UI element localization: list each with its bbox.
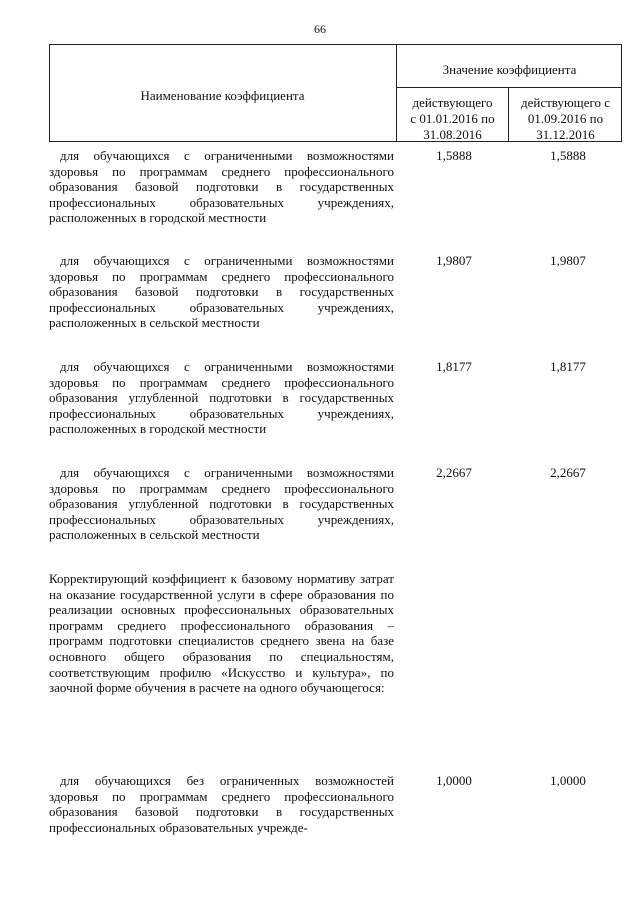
header-period-2-line: 01.09.2016 по	[527, 111, 604, 126]
row-2-text: для обучающихся с ограниченными возможностями здоровья по программам среднего профессионального образования базовой подготовки в государственных профессиональных образовательных учреждениях, расположенных в сельской местности	[49, 253, 394, 331]
row-3-text: для обучающихся с ограниченными возможностями здоровья по программам среднего профессионального образования углубленной подготовки в государственных профессиональных образовательных учреждениях, расположенных в городской местности	[49, 359, 394, 437]
header-period-2-line: действующего с	[520, 95, 610, 110]
header-period-2	[509, 95, 622, 143]
header-period-1	[397, 95, 508, 143]
row-1-value-period-1: 1,5888	[436, 148, 472, 163]
header-period-1-line: действующего	[412, 95, 493, 110]
page-number: 66	[314, 22, 326, 36]
row-2-value-period-1: 1,9807	[436, 253, 472, 268]
row-3-value-period-2: 1,8177	[550, 359, 586, 374]
row-5-value-period-1: 1,0000	[436, 773, 472, 788]
row-5-value-period-2: 1,0000	[550, 773, 586, 788]
header-mid-border	[396, 87, 622, 88]
row-2-value-period-2: 1,9807	[550, 253, 586, 268]
header-coefficient-value: Значение коэффициента	[442, 62, 577, 77]
row-1-value-period-2: 1,5888	[550, 148, 586, 163]
row-3-value-period-1: 1,8177	[436, 359, 472, 374]
row-4-value-period-1: 2,2667	[436, 465, 472, 480]
header-coefficient-name: Наименование коэффициента	[140, 88, 305, 103]
row-4-value-period-2: 2,2667	[550, 465, 586, 480]
row-4-text: для обучающихся с ограниченными возможностями здоровья по программам среднего профессионального образования углубленной подготовки в государственных профессиональных образовательных учреждениях, расположенных в сельской местности	[49, 465, 394, 543]
row-1-text: для обучающихся с ограниченными возможностями здоровья по программам среднего профессионального образования базовой подготовки в государственных профессиональных образовательных учреждениях, расположенных в городской местности	[49, 148, 394, 226]
header-period-1-line: 31.08.2016	[423, 127, 482, 142]
row-5-text: для обучающихся без ограниченных возможностей здоровья по программам среднего профессионального образования базовой подготовки в государственных профессиональных образовательных учрежде-	[49, 773, 394, 835]
header-period-1-line: с 01.01.2016 по	[410, 111, 495, 126]
section-heading: Корректирующий коэффициент к базовому нормативу затрат на оказание государственной услуги в сфере образования по реализации основных профессиональных образовательных программ среднего профессионального образования – программ подготовки специалистов среднего звена на базе основного общего образования по специальностям, соответствующим профилю «Искусство и культура», по заочной форме обучения в расчете на одного обучающегося:	[49, 571, 394, 696]
table-header	[49, 44, 622, 142]
header-top-border	[49, 44, 622, 45]
header-period-2-line: 31.12.2016	[536, 127, 595, 142]
